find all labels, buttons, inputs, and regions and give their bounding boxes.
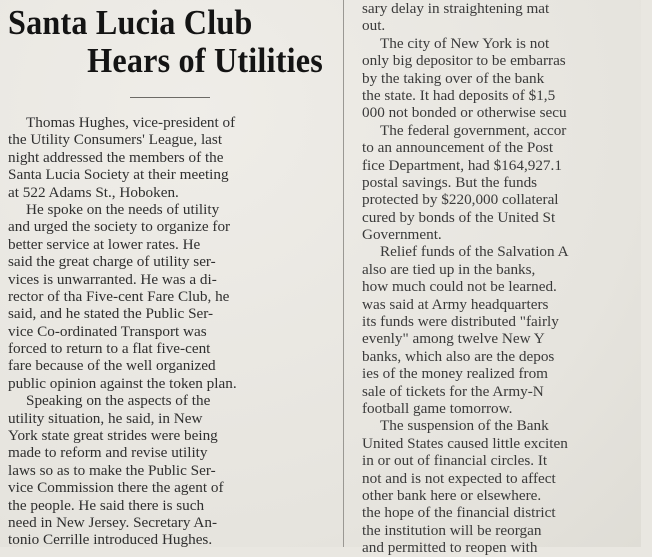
column-divider [343,0,344,547]
text-line: vice Commission there the agent of [8,479,224,497]
text-line: 000 not bonded or otherwise secu [362,104,567,122]
text-line: said, and he stated the Public Ser- [8,305,214,323]
text-line: the Utility Consumers' League, last [8,131,223,149]
text-line: to an announcement of the Post [362,139,554,157]
headline-line-2: Hears of Utilities [87,41,323,80]
text-line: also are tied up in the banks, [362,260,536,278]
text-line: utility situation, he said, in New [8,409,203,427]
text-line: tonio Cerrille introduced Hughes. [8,531,213,549]
headline [8,3,323,80]
text-line: He spoke on the needs of utility [26,200,220,218]
text-line: protected by $220,000 collateral [362,191,559,209]
text-line: not and is not expected to affect [362,469,556,487]
text-line: out. [362,17,386,35]
text-line: fare because of the well organized [8,357,216,375]
text-line: by the taking over of the bank [362,69,545,87]
text-line: York state great strides were being [8,427,218,445]
right-column [352,0,641,557]
text-line: Relief funds of the Salvation A [380,243,569,261]
text-line: The federal government, accor [380,121,567,139]
text-line: said the great charge of utility ser- [8,253,216,271]
text-line: evenly" among twelve New Y [362,330,545,348]
text-line: Government. [362,226,442,244]
article-body [8,114,340,549]
text-line: rector of tha Five-cent Fare Club, he [8,287,230,305]
text-line: Thomas Hughes, vice-president of [26,114,236,131]
text-line: laws so as to make the Public Ser- [8,461,216,479]
text-line: sary delay in straightening mat [362,0,550,17]
text-line: the hope of the financial district [362,504,556,522]
text-line: banks, which also are the depos [362,347,555,365]
text-line: in or out of financial circles. It [362,452,548,470]
text-line: only big depositor to be embarras [362,52,566,70]
text-line: and permitted to reopen with [362,539,538,557]
text-line: United States caused little exciten [362,434,568,452]
text-line: ies of the money realized from [362,365,548,383]
text-line: its funds were distributed "fairly [362,313,559,331]
text-line: night addressed the members of the [8,148,224,166]
text-line: and urged the society to organize for [8,218,231,236]
text-line: sale of tickets for the Army-N [362,382,544,400]
text-line: forced to return to a flat five-cent [8,340,211,358]
text-line: better service at lower rates. He [8,235,201,253]
text-line: how much could not be learned. [362,278,557,296]
headline-line-1: Santa Lucia Club [8,3,253,42]
text-line: need in New Jersey. Secretary An- [8,513,218,531]
text-line: football game tomorrow. [362,399,513,417]
text-line: the people. He said there is such [8,496,205,514]
text-line: postal savings. But the funds [362,173,538,191]
text-line: The suspension of the Bank [380,417,549,435]
text-line: fice Department, had $164,927.1 [362,156,562,174]
text-line: vice Co-ordinated Transport was [8,322,207,340]
text-line: was said at Army headquarters [362,295,549,313]
adjacent-article-body [362,0,652,557]
headline-divider [130,97,210,98]
text-line: made to reform and revise utility [8,444,208,462]
text-line: public opinion against the token plan. [8,374,237,392]
text-line: the institution will be reorgan [362,521,542,539]
text-line: at 522 Adams St., Hoboken. [8,183,179,201]
text-line: Speaking on the aspects of the [26,392,211,410]
text-line: the state. It had deposits of $1,5 [362,86,556,104]
text-line: The city of New York is not [380,34,550,52]
text-line: other bank here or elsewhere. [362,486,542,504]
text-line: vices is unwarranted. He was a di- [8,270,217,288]
text-line: cured by bonds of the United St [362,208,556,226]
text-line: Santa Lucia Society at their meeting [8,166,229,184]
